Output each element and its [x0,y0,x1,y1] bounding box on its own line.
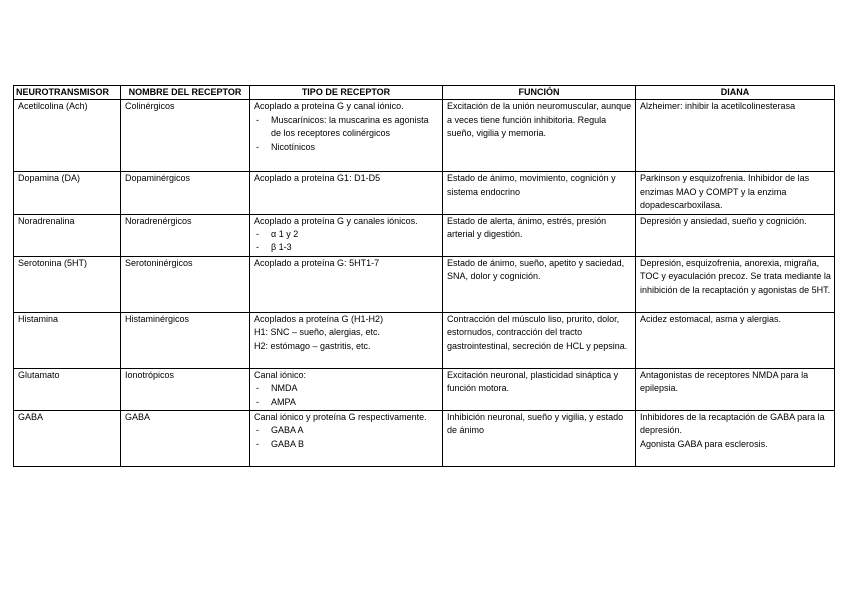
cell-neurotransmisor: Dopamina (DA) [14,172,121,214]
diana-text: Antagonistas de receptores NMDA para la epilepsia. [640,369,809,394]
cell-tipo [250,172,443,214]
cell-receptor: Histaminérgicos [121,312,250,368]
tipo-text: Acoplados a proteína G (H1-H2) [254,313,384,324]
header-diana: DIANA [636,86,835,100]
cell-neurotransmisor: Serotonina (5HT) [14,256,121,312]
tipo-line: H1: SNC – sueño, alergias, etc. [254,327,381,338]
tipo-text: Acoplado a proteína G y canal iónico. [254,101,404,112]
header-tipo: TIPO DE RECEPTOR [250,86,443,100]
diana-text: Alzheimer: inhibir la acetilcolinesterasa [640,101,796,112]
diana-text: Parkinson y esquizofrenia. Inhibidor de las enzimas MAO y COMPT y la enzima dopadescarboxilasa. [640,173,810,211]
cell-funcion: Excitación neuronal, plasticidad sináptica y función motora. [443,368,636,410]
tipo-text: Acoplado a proteína G1: D1-D5 [254,173,381,184]
table-row [14,368,835,410]
cell-funcion: Contracción del músculo liso, prurito, dolor, estornudos, contracción del tracto gastrointestinal, secreción de HCL y pepsina. [443,312,636,368]
tipo-text: Acoplado a proteína G y canales iónicos. [254,215,418,226]
cell-neurotransmisor: Glutamato [14,368,121,410]
cell-neurotransmisor: Noradrenalina [14,214,121,256]
cell-neurotransmisor: Acetilcolina (Ach) [14,100,121,172]
cell-funcion: Estado de ánimo, sueño, apetito y saciedad, SNA, dolor y cognición. [443,256,636,312]
cell-funcion: Estado de ánimo, movimiento, cognición y sistema endocrino [443,172,636,214]
tipo-text: Acoplado a proteína G: 5HT1-7 [254,257,380,268]
tipo-bullet: - GABA B [254,438,439,451]
tipo-bullet: - AMPA [254,396,439,409]
header-receptor: NOMBRE DEL RECEPTOR [121,86,250,100]
header-neurotransmisor: NEUROTRANSMISOR [14,86,121,100]
cell-diana [636,256,835,312]
cell-diana [636,368,835,410]
tipo-bullet: - NMDA [254,382,439,395]
cell-receptor: Colinérgicos [121,100,250,172]
table-row [14,411,835,467]
diana-text: Acidez estomacal, asma y alergias. [640,313,782,324]
cell-diana [636,411,835,467]
cell-receptor: Ionotrópicos [121,368,250,410]
header-funcion: FUNCIÓN [443,86,636,100]
cell-tipo [250,368,443,410]
cell-receptor: Noradrenérgicos [121,214,250,256]
tipo-bullet: - α 1 y 2 [254,228,439,241]
table-row [14,312,835,368]
table-row [14,214,835,256]
tipo-line: H2: estómago – gastritis, etc. [254,340,371,351]
tipo-bullet: - β 1-3 [254,241,439,254]
cell-tipo [250,411,443,467]
cell-tipo [250,256,443,312]
cell-neurotransmisor: Histamina [14,312,121,368]
header-row [14,86,835,100]
table-row [14,100,835,172]
cell-neurotransmisor: GABA [14,411,121,467]
tipo-text: Canal iónico: [254,369,307,380]
neurotransmitter-table [13,85,835,467]
diana-text: Depresión, esquizofrenia, anorexia, migraña, TOC y eyaculación precoz. Se trata mediante la inhibición de la recaptación y agonistas de 5HT. [640,257,831,295]
cell-tipo [250,214,443,256]
diana-text: Depresión y ansiedad, sueño y cognición. [640,215,807,226]
cell-receptor: Dopaminérgicos [121,172,250,214]
cell-receptor: GABA [121,411,250,467]
table-row [14,256,835,312]
cell-receptor: Serotoninérgicos [121,256,250,312]
diana-text: Agonista GABA para esclerosis. [640,438,768,449]
tipo-bullet: - Muscarínicos: la muscarina es agonista de los receptores colinérgicos [254,114,439,141]
tipo-bullet: - Nicotínicos [254,141,439,154]
cell-funcion: Inhibición neuronal, sueño y vigilia, y estado de ánimo [443,411,636,467]
cell-diana [636,172,835,214]
diana-text: Inhibidores de la recaptación de GABA para la depresión. [640,412,825,436]
cell-tipo [250,100,443,172]
cell-diana [636,214,835,256]
table-row [14,172,835,214]
cell-funcion: Estado de alerta, ánimo, estrés, presión arterial y digestión. [443,214,636,256]
tipo-text: Canal iónico y proteína G respectivamente. [254,412,427,423]
cell-tipo [250,312,443,368]
tipo-bullet: - GABA A [254,424,439,437]
cell-funcion: Excitación de la unión neuromuscular, aunque a veces tiene función inhibitoria. Regula sueño, vigilia y memoria. [443,100,636,172]
cell-diana [636,312,835,368]
cell-diana [636,100,835,172]
